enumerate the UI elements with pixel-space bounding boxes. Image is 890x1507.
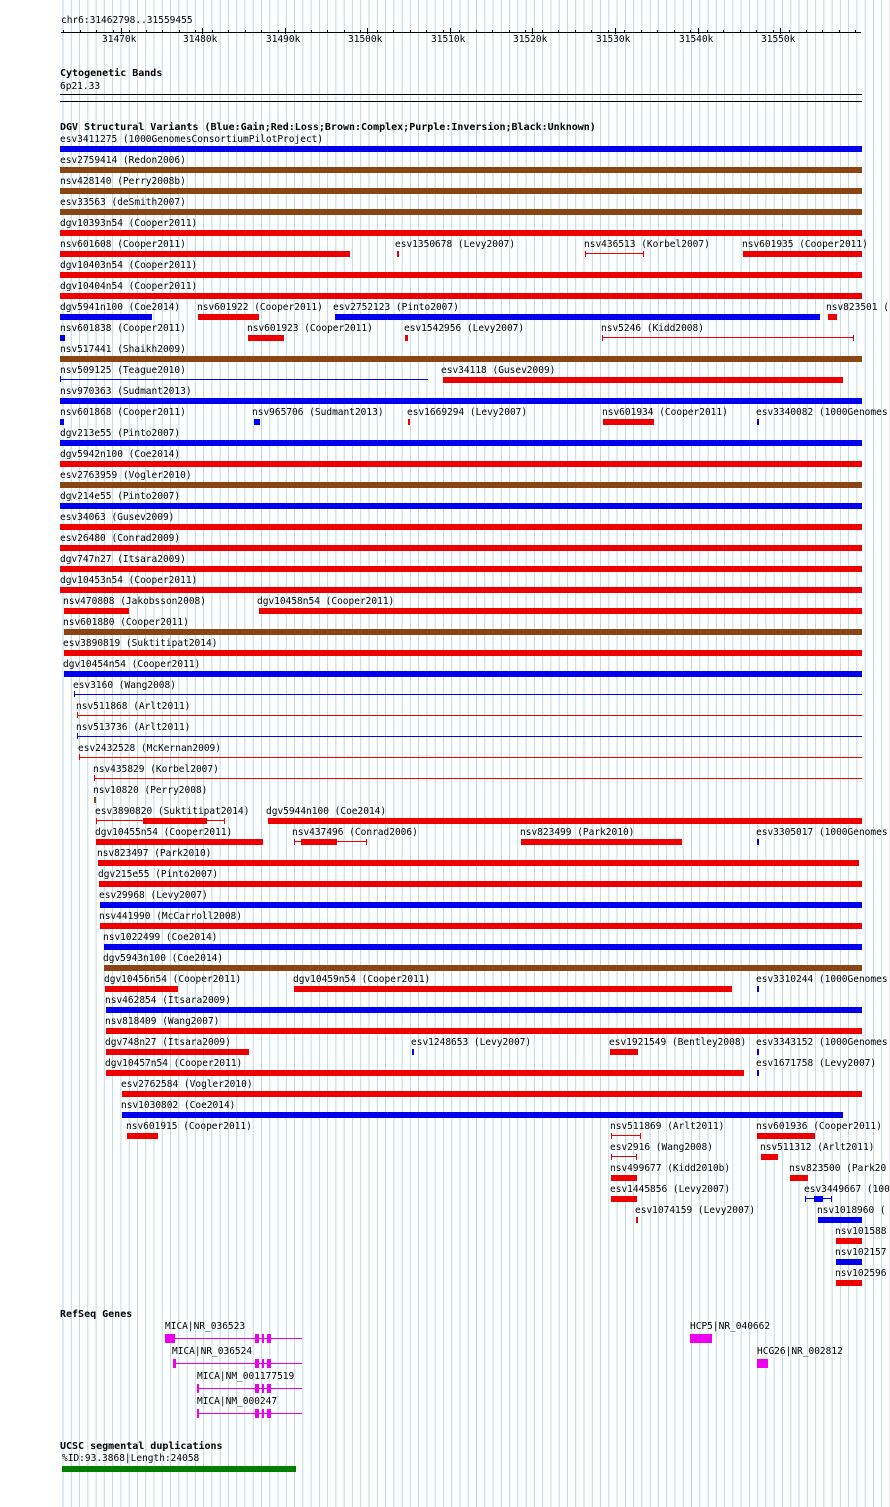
ruler-position: chr6:31462798..31559455: [61, 15, 193, 26]
dgv-feature-bar[interactable]: [611, 1156, 637, 1157]
refseq-track-title[interactable]: RefSeq Genes: [60, 1309, 133, 1320]
dgv-feature-bar[interactable]: [254, 419, 260, 425]
dgv-feature-endcap: [96, 818, 97, 824]
refseq-exon[interactable]: [757, 1359, 768, 1368]
ruler-minor-tick: [624, 30, 625, 33]
dgv-feature-label[interactable]: esv3310244 (1000Genomes: [756, 974, 888, 985]
dgv-feature-label[interactable]: esv2752123 (Pinto2007): [333, 302, 459, 313]
refseq-gene-label[interactable]: HCP5|NR_040662: [690, 1321, 771, 1332]
dgv-feature-label[interactable]: esv1669294 (Levy2007): [407, 407, 528, 418]
dgv-feature-bar[interactable]: [636, 1217, 638, 1223]
dgv-feature-label[interactable]: esv34063 (Gusev2009): [60, 512, 175, 523]
dgv-feature-label[interactable]: esv3449667 (100: [804, 1184, 890, 1195]
dgv-feature-label[interactable]: nsv428140 (Perry2008b): [60, 176, 186, 187]
ruler-tick-label: 31550k: [761, 34, 796, 45]
refseq-exon[interactable]: [262, 1409, 264, 1418]
refseq-exon[interactable]: [690, 1334, 712, 1343]
dgv-feature-label[interactable]: dgv5943n100 (Coe2014): [103, 953, 224, 964]
dgv-feature-label[interactable]: nsv601838 (Cooper2011): [60, 323, 186, 334]
dgv-feature-bar[interactable]: [98, 860, 859, 866]
dgv-feature-bar[interactable]: [757, 1070, 759, 1076]
dgv-feature-bar[interactable]: [100, 902, 862, 908]
dgv-feature-endcap: [224, 818, 225, 824]
dgv-feature-bar[interactable]: [60, 209, 862, 215]
dgv-feature-bar[interactable]: [836, 1280, 862, 1286]
refseq-gene-label[interactable]: MICA|NR_036524: [172, 1346, 253, 1357]
dgv-feature-endcap: [640, 1133, 641, 1139]
ruler-minor-tick: [344, 30, 345, 33]
dgv-feature-bar[interactable]: [105, 986, 178, 992]
dgv-feature-label[interactable]: nsv517441 (Shaikh2009): [60, 344, 186, 355]
dgv-feature-bar[interactable]: [106, 1007, 862, 1013]
dgv-feature-bar[interactable]: [100, 923, 862, 929]
ruler-minor-tick: [245, 30, 246, 33]
ruler-minor-tick: [806, 30, 807, 33]
dgv-feature-bar[interactable]: [64, 629, 862, 635]
dgv-feature-bar[interactable]: [294, 986, 732, 992]
dgv-feature-bar[interactable]: [790, 1175, 808, 1181]
dgv-feature-bar[interactable]: [60, 335, 65, 341]
ruler-tick-label: 31470k: [102, 34, 137, 45]
dgv-feature-label[interactable]: nsv1022499 (Coe2014): [103, 932, 218, 943]
ruler-minor-tick: [410, 30, 411, 33]
ruler-minor-tick: [707, 30, 708, 33]
dgv-feature-bar[interactable]: [74, 694, 862, 695]
ruler-minor-tick: [558, 30, 559, 33]
dgv-feature-label[interactable]: nsv1018960 (: [817, 1205, 886, 1216]
dgv-feature-label[interactable]: dgv5944n100 (Coe2014): [266, 806, 387, 817]
dgv-feature-bar[interactable]: [397, 251, 399, 257]
dgv-feature-label[interactable]: dgv10393n54 (Cooper2011): [60, 218, 198, 229]
dgv-feature-bar[interactable]: [64, 671, 862, 677]
refseq-exon[interactable]: [173, 1359, 176, 1368]
refseq-gene-label[interactable]: MICA|NR_036523: [165, 1321, 246, 1332]
refseq-exon[interactable]: [197, 1409, 199, 1418]
ruler-minor-tick: [492, 30, 493, 33]
refseq-exon[interactable]: [255, 1384, 259, 1393]
ruler-axis: [61, 32, 861, 33]
dgv-feature-bar[interactable]: [104, 944, 862, 950]
ruler-minor-tick: [740, 30, 741, 33]
ruler-minor-tick: [294, 30, 295, 33]
refseq-gene-label[interactable]: HCG26|NR_002812: [757, 1346, 843, 1357]
dgv-feature-bar[interactable]: [757, 419, 759, 425]
dgv-feature-bar[interactable]: [60, 524, 862, 530]
dgv-feature-bar[interactable]: [60, 461, 862, 467]
dgv-feature-label[interactable]: nsv965706 (Sudmant2013): [252, 407, 384, 418]
dgv-feature-endcap: [294, 839, 295, 845]
refseq-exon[interactable]: [165, 1334, 175, 1343]
dgv-feature-label[interactable]: dgv748n27 (Itsara2009): [105, 1037, 231, 1048]
dgv-feature-label[interactable]: esv3890820 (Suktitipat2014): [95, 806, 250, 817]
ruler-minor-tick: [426, 30, 427, 33]
dgv-feature-label[interactable]: esv3411275 (1000GenomesConsortiumPilotProject): [60, 134, 324, 145]
dgv-feature-label[interactable]: nsv511868 (Arlt2011): [76, 701, 191, 712]
dgv-feature-label[interactable]: nsv601934 (Cooper2011): [602, 407, 728, 418]
ruler-minor-tick: [674, 30, 675, 33]
dgv-feature-label[interactable]: nsv601868 (Cooper2011): [60, 407, 186, 418]
dgv-feature-label[interactable]: nsv823499 (Park2010): [520, 827, 635, 838]
dgv-feature-bar[interactable]: [60, 398, 862, 404]
dgv-feature-bar[interactable]: [836, 1259, 862, 1265]
dgv-feature-bar[interactable]: [60, 293, 862, 299]
dgv-feature-label[interactable]: nsv601935 (Cooper2011): [742, 239, 868, 250]
dgv-feature-label[interactable]: nsv1030802 (Coe2014): [121, 1100, 236, 1111]
ruler-tick-label: 31540k: [679, 34, 714, 45]
dgv-feature-bar[interactable]: [60, 314, 152, 320]
ruler-minor-tick: [542, 30, 543, 33]
dgv-feature-label[interactable]: esv2759414 (Redon2006): [60, 155, 186, 166]
dgv-feature-label[interactable]: nsv513736 (Arlt2011): [76, 722, 191, 733]
dgv-feature-label[interactable]: nsv509125 (Teague2010): [60, 365, 186, 376]
dgv-feature-endcap: [853, 335, 854, 341]
refseq-exon[interactable]: [267, 1359, 271, 1368]
dgv-feature-label[interactable]: esv3340082 (1000Genomes: [756, 407, 888, 418]
ruler-minor-tick: [113, 30, 114, 33]
dgv-feature-label[interactable]: dgv5942n100 (Coe2014): [60, 449, 181, 460]
dgv-feature-bar[interactable]: [60, 419, 64, 425]
dgv-feature-label[interactable]: nsv437496 (Conrad2006): [292, 827, 418, 838]
ruler-minor-tick: [773, 30, 774, 33]
dgv-feature-bar[interactable]: [122, 1112, 843, 1118]
dgv-feature-label[interactable]: nsv823497 (Park2010): [97, 848, 212, 859]
dgv-feature-label[interactable]: esv3890819 (Suktitipat2014): [63, 638, 218, 649]
dgv-feature-label[interactable]: esv2763959 (Vogler2010): [60, 470, 192, 481]
ruler-minor-tick: [179, 30, 180, 33]
refseq-intron-line[interactable]: [197, 1413, 302, 1414]
dgv-feature-label[interactable]: nsv470808 (Jakobsson2008): [63, 596, 206, 607]
ruler-minor-tick: [459, 30, 460, 33]
dgv-feature-bar[interactable]: [60, 272, 862, 278]
segdup-track-title[interactable]: UCSC segmental duplications: [60, 1441, 223, 1452]
dgv-feature-bar[interactable]: [106, 1028, 862, 1034]
ruler-minor-tick: [839, 30, 840, 33]
dgv-feature-label[interactable]: esv1921549 (Bentley2008): [609, 1037, 747, 1048]
dgv-feature-bar[interactable]: [64, 608, 129, 614]
dgv-feature-bar[interactable]: [611, 1135, 641, 1136]
refseq-gene-label[interactable]: MICA|NM_000247: [197, 1396, 278, 1407]
ruler-minor-tick: [525, 30, 526, 33]
dgv-feature-label[interactable]: esv1074159 (Levy2007): [635, 1205, 756, 1216]
ruler-minor-tick: [641, 30, 642, 33]
dgv-feature-label[interactable]: esv2762584 (Vogler2010): [121, 1079, 253, 1090]
ruler-minor-tick: [476, 30, 477, 33]
refseq-exon[interactable]: [267, 1409, 271, 1418]
dgv-feature-label[interactable]: esv2916 (Wang2008): [610, 1142, 713, 1153]
dgv-feature-endcap: [585, 251, 586, 257]
dgv-feature-label[interactable]: dgv10456n54 (Cooper2011): [104, 974, 242, 985]
dgv-feature-block[interactable]: [143, 818, 207, 824]
dgv-feature-label[interactable]: dgv215e55 (Pinto2007): [98, 869, 219, 880]
dgv-feature-endcap: [602, 335, 603, 341]
dgv-feature-label[interactable]: nsv601880 (Cooper2011): [63, 617, 189, 628]
dgv-feature-label[interactable]: esv2432528 (McKernan2009): [78, 743, 221, 754]
dgv-feature-label[interactable]: nsv462854 (Itsara2009): [105, 995, 231, 1006]
dgv-feature-bar[interactable]: [60, 566, 862, 572]
ruler-minor-tick: [162, 30, 163, 33]
dgv-feature-bar[interactable]: [64, 650, 862, 656]
refseq-exon[interactable]: [267, 1384, 271, 1393]
cytoband-track-title[interactable]: Cytogenetic Bands: [60, 68, 163, 79]
dgv-feature-bar[interactable]: [743, 251, 862, 257]
dgv-feature-bar[interactable]: [77, 715, 862, 716]
dgv-feature-bar[interactable]: [60, 251, 350, 257]
ruler-minor-tick: [311, 30, 312, 33]
dgv-feature-label[interactable]: nsv511312 (Arlt2011): [760, 1142, 875, 1153]
dgv-feature-bar[interactable]: [335, 314, 820, 320]
cytoband-line-bottom: [60, 101, 862, 102]
ruler-minor-tick: [690, 30, 691, 33]
dgv-feature-bar[interactable]: [259, 608, 862, 614]
refseq-gene-label[interactable]: MICA|NM_001177519: [197, 1371, 295, 1382]
dgv-feature-endcap: [366, 839, 367, 845]
dgv-feature-label[interactable]: dgv10459n54 (Cooper2011): [293, 974, 431, 985]
refseq-intron-line[interactable]: [173, 1363, 302, 1364]
ruler-minor-tick: [443, 30, 444, 33]
dgv-feature-bar[interactable]: [248, 335, 284, 341]
ruler-minor-tick: [855, 30, 856, 33]
refseq-exon[interactable]: [262, 1384, 264, 1393]
dgv-feature-label[interactable]: dgv10403n54 (Cooper2011): [60, 260, 198, 271]
dgv-feature-bar[interactable]: [60, 545, 862, 551]
dgv-feature-label[interactable]: nsv818409 (Wang2007): [105, 1016, 220, 1027]
dgv-feature-label[interactable]: nsv601915 (Cooper2011): [126, 1121, 252, 1132]
refseq-exon[interactable]: [255, 1359, 259, 1368]
ruler-minor-tick: [657, 30, 658, 33]
dgv-feature-label[interactable]: nsv970363 (Sudmant2013): [60, 386, 192, 397]
dgv-feature-bar[interactable]: [757, 1049, 759, 1055]
dgv-feature-bar[interactable]: [818, 1217, 862, 1223]
ruler-tick-label: 31530k: [596, 34, 631, 45]
dgv-feature-bar[interactable]: [60, 230, 862, 236]
dgv-feature-label[interactable]: dgv10454n54 (Cooper2011): [63, 659, 201, 670]
dgv-feature-label[interactable]: esv3160 (Wang2008): [73, 680, 176, 691]
dgv-feature-bar[interactable]: [603, 419, 654, 425]
ruler-minor-tick: [723, 30, 724, 33]
ruler-minor-tick: [591, 30, 592, 33]
dgv-feature-label[interactable]: dgv10458n54 (Cooper2011): [257, 596, 395, 607]
dgv-feature-label[interactable]: nsv601608 (Cooper2011): [60, 239, 186, 250]
dgv-feature-label[interactable]: dgv747n27 (Itsara2009): [60, 554, 186, 565]
ruler-minor-tick: [509, 30, 510, 33]
refseq-intron-line[interactable]: [165, 1338, 302, 1339]
dgv-feature-bar[interactable]: [412, 1049, 414, 1055]
dgv-feature-bar[interactable]: [60, 379, 428, 380]
dgv-feature-label[interactable]: dgv5941n100 (Coe2014): [60, 302, 181, 313]
dgv-feature-bar[interactable]: [94, 778, 862, 779]
ruler-minor-tick: [608, 30, 609, 33]
dgv-feature-label[interactable]: esv3343152 (1000Genomes: [756, 1037, 888, 1048]
dgv-feature-block[interactable]: [814, 1196, 823, 1202]
dgv-feature-bar[interactable]: [122, 1091, 862, 1097]
dgv-feature-label[interactable]: dgv10457n54 (Cooper2011): [105, 1058, 243, 1069]
ruler-tick-label: 31500k: [348, 34, 383, 45]
dgv-feature-label[interactable]: nsv10820 (Perry2008): [93, 785, 208, 796]
dgv-feature-bar[interactable]: [60, 356, 862, 362]
dgv-feature-label[interactable]: esv1445856 (Levy2007): [610, 1184, 731, 1195]
ruler-minor-tick: [80, 30, 81, 33]
dgv-feature-label[interactable]: nsv511869 (Arlt2011): [610, 1121, 725, 1132]
dgv-feature-label[interactable]: nsv435829 (Korbel2007): [93, 764, 219, 775]
dgv-feature-label[interactable]: nsv823501 (: [826, 302, 889, 313]
dgv-feature-label[interactable]: nsv601923 (Cooper2011): [247, 323, 373, 334]
dgv-feature-bar[interactable]: [268, 818, 862, 824]
dgv-feature-label[interactable]: esv33563 (deSmith2007): [60, 197, 186, 208]
dgv-feature-bar[interactable]: [60, 188, 862, 194]
dgv-feature-bar[interactable]: [127, 1133, 158, 1139]
ruler-minor-tick: [228, 30, 229, 33]
dgv-feature-bar[interactable]: [610, 1049, 638, 1055]
dgv-feature-label[interactable]: dgv213e55 (Pinto2007): [60, 428, 181, 439]
dgv-feature-label[interactable]: nsv102596: [835, 1268, 887, 1279]
dgv-feature-label[interactable]: nsv601936 (Cooper2011): [756, 1121, 882, 1132]
dgv-feature-bar[interactable]: [761, 1154, 778, 1160]
dgv-feature-label[interactable]: nsv102157: [835, 1247, 887, 1258]
dgv-feature-bar[interactable]: [96, 839, 263, 845]
ruler-minor-tick: [278, 30, 279, 33]
dgv-feature-bar[interactable]: [106, 1049, 249, 1055]
ruler-minor-tick: [822, 30, 823, 33]
dgv-feature-bar[interactable]: [106, 1070, 744, 1076]
dgv-feature-block[interactable]: [301, 839, 337, 845]
dgv-feature-label[interactable]: esv1248653 (Levy2007): [411, 1037, 532, 1048]
dgv-feature-bar[interactable]: [99, 881, 862, 887]
refseq-exon[interactable]: [262, 1359, 264, 1368]
dgv-feature-bar[interactable]: [521, 839, 682, 845]
ruler-minor-tick: [575, 30, 576, 33]
dgv-track-title[interactable]: DGV Structural Variants (Blue:Gain;Red:Loss;Brown:Complex;Purple:Inversion;Black:Unknown): [60, 122, 596, 133]
dgv-feature-bar[interactable]: [757, 986, 759, 992]
refseq-exon[interactable]: [197, 1384, 199, 1393]
refseq-exon[interactable]: [255, 1334, 259, 1343]
ruler-minor-tick: [393, 30, 394, 33]
cytoband-line-top: [60, 94, 862, 95]
ruler-minor-tick: [129, 30, 130, 33]
ruler-minor-tick: [212, 30, 213, 33]
ruler-minor-tick: [360, 30, 361, 33]
dgv-feature-label[interactable]: dgv10404n54 (Cooper2011): [60, 281, 198, 292]
dgv-feature-label[interactable]: esv29968 (Levy2007): [99, 890, 208, 901]
dgv-feature-bar[interactable]: [405, 335, 408, 341]
dgv-feature-label[interactable]: esv1350678 (Levy2007): [395, 239, 516, 250]
segdup-label[interactable]: %ID:93.3868|Length:24058: [62, 1453, 200, 1464]
dgv-feature-endcap: [805, 1196, 806, 1202]
ruler-minor-tick: [261, 30, 262, 33]
cytoband-label[interactable]: 6p21.33: [60, 81, 101, 92]
dgv-feature-label[interactable]: nsv101588: [835, 1226, 887, 1237]
dgv-feature-label[interactable]: nsv499677 (Kidd2010b): [610, 1163, 731, 1174]
dgv-feature-endcap: [831, 1196, 832, 1202]
dgv-feature-bar[interactable]: [611, 1175, 637, 1181]
dgv-feature-bar[interactable]: [60, 587, 862, 593]
dgv-feature-bar[interactable]: [836, 1238, 862, 1244]
dgv-feature-label[interactable]: esv1671758 (Levy2007): [756, 1058, 877, 1069]
refseq-exon[interactable]: [255, 1409, 259, 1418]
dgv-feature-endcap: [636, 1154, 637, 1160]
dgv-feature-label[interactable]: esv26480 (Conrad2009): [60, 533, 181, 544]
ruler-tick-label: 31510k: [431, 34, 466, 45]
dgv-feature-bar[interactable]: [828, 314, 837, 320]
refseq-exon[interactable]: [267, 1334, 271, 1343]
dgv-feature-bar[interactable]: [60, 482, 862, 488]
dgv-feature-label[interactable]: nsv5246 (Kidd2008): [601, 323, 704, 334]
dgv-feature-bar[interactable]: [198, 314, 259, 320]
dgv-feature-bar[interactable]: [757, 839, 759, 845]
dgv-feature-label[interactable]: dgv10455n54 (Cooper2011): [95, 827, 233, 838]
refseq-exon[interactable]: [262, 1334, 264, 1343]
ruler-minor-tick: [146, 30, 147, 33]
dgv-feature-endcap: [643, 251, 644, 257]
ruler-tick-label: 31480k: [183, 34, 218, 45]
ruler-minor-tick: [96, 30, 97, 33]
dgv-feature-label[interactable]: nsv436513 (Korbel2007): [584, 239, 710, 250]
dgv-feature-label[interactable]: nsv601922 (Cooper2011): [197, 302, 323, 313]
dgv-feature-endcap: [611, 1154, 612, 1160]
dgv-feature-endcap: [611, 1133, 612, 1139]
dgv-feature-label[interactable]: dgv214e55 (Pinto2007): [60, 491, 181, 502]
ruler-minor-tick: [63, 30, 64, 33]
dgv-feature-bar[interactable]: [60, 440, 862, 446]
ruler-minor-tick: [195, 30, 196, 33]
dgv-feature-bar[interactable]: [602, 337, 854, 338]
ruler-minor-tick: [789, 30, 790, 33]
dgv-feature-bar[interactable]: [79, 757, 862, 758]
dgv-feature-bar[interactable]: [408, 419, 410, 425]
dgv-feature-bar[interactable]: [757, 1133, 815, 1139]
dgv-feature-bar[interactable]: [104, 965, 862, 971]
dgv-feature-label[interactable]: dgv10453n54 (Cooper2011): [60, 575, 198, 586]
refseq-intron-line[interactable]: [197, 1388, 302, 1389]
ruler-minor-tick: [327, 30, 328, 33]
dgv-feature-bar[interactable]: [60, 503, 862, 509]
dgv-feature-bar[interactable]: [94, 797, 96, 803]
dgv-feature-label[interactable]: esv3305017 (1000Genomes: [756, 827, 888, 838]
dgv-feature-label[interactable]: nsv441990 (McCarroll2008): [99, 911, 242, 922]
dgv-feature-bar[interactable]: [611, 1196, 637, 1202]
dgv-feature-bar[interactable]: [443, 377, 843, 383]
dgv-feature-bar[interactable]: [60, 167, 862, 173]
dgv-feature-bar[interactable]: [60, 146, 862, 152]
dgv-feature-bar[interactable]: [77, 736, 862, 737]
dgv-feature-label[interactable]: nsv823500 (Park20: [789, 1163, 887, 1174]
ruler-minor-tick: [377, 30, 378, 33]
ruler-minor-tick: [756, 30, 757, 33]
dgv-feature-label[interactable]: esv1542956 (Levy2007): [404, 323, 525, 334]
dgv-feature-bar[interactable]: [585, 253, 644, 254]
ruler-tick-label: 31520k: [513, 34, 548, 45]
dgv-feature-label[interactable]: esv34118 (Gusev2009): [441, 365, 556, 376]
ruler-tick-label: 31490k: [266, 34, 301, 45]
segdup-bar[interactable]: [62, 1466, 296, 1472]
